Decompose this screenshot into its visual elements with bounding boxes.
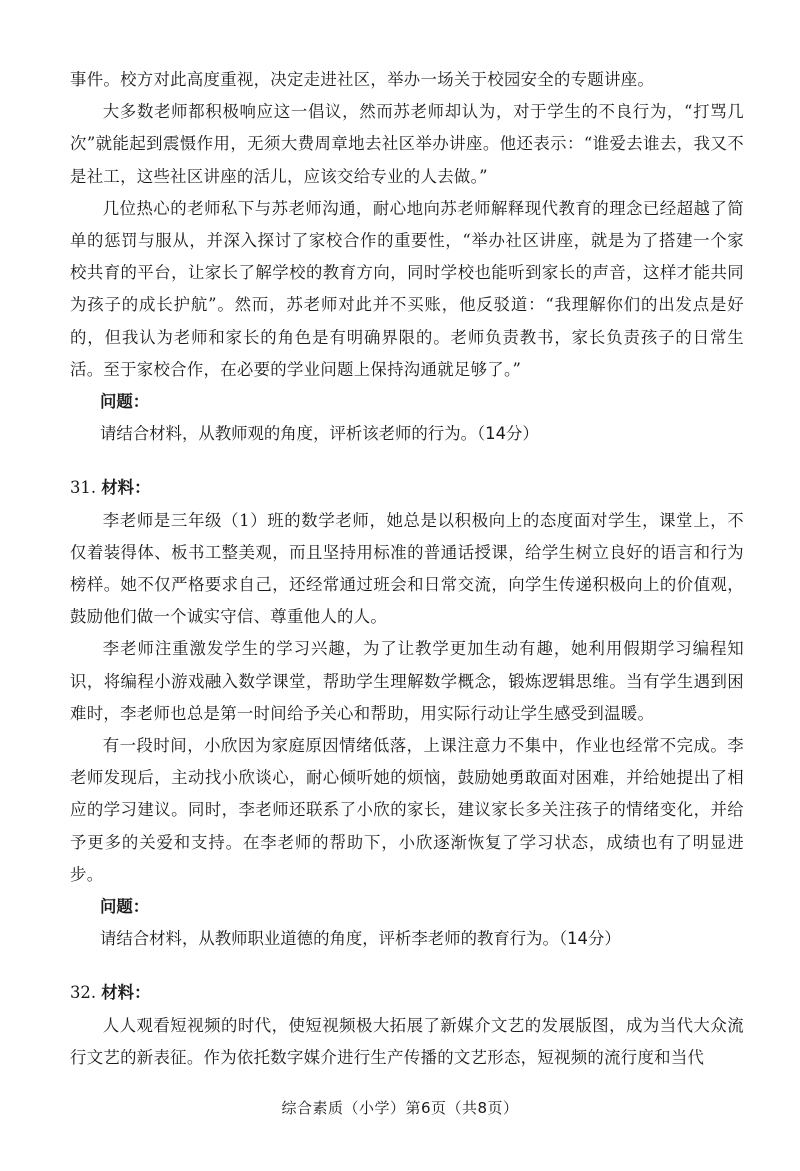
q32-title xyxy=(70,977,744,1009)
q31-paragraph-3: 有一段时间，小欣因为家庭原因情绪低落，上课注意力不集中，作业也经常不完成。李老师发现后，主动找小欣谈心，耐心倾听她的烦恼，鼓励她勇敢面对困难，并给她提出了相应的学习建议。同时，李老师还联系了小欣的家长，建议家长多关注孩子的情绪变化，并给予更多的关爱和支持。在李老师的帮助下，小欣逐渐恢复了学习状态，成绩也有了明显进步。 xyxy=(70,736,744,884)
page-footer: 综合素质（小学）第6页（共8页） xyxy=(281,1099,519,1117)
q30-continued xyxy=(70,64,744,450)
q30-paragraph-1: 事件。校方对此高度重视，决定走进社区，举办一场关于校园安全的专题讲座。 xyxy=(70,70,655,89)
spacer xyxy=(70,955,744,977)
q32-number: 32. xyxy=(70,983,97,1003)
q32-paragraph-1: 人人观看短视频的时代，使短视频极大拓展了新媒介文艺的发展版图，成为当代大众流行文艺的新表征。作为依托数字媒介进行生产传播的文艺形态，短视频的流行度和当代 xyxy=(70,1015,744,1067)
q30-question-label: 问题： xyxy=(100,392,150,412)
q32-material-label: 材料： xyxy=(101,983,151,1003)
q31-paragraph-1: 李老师是三年级（1）班的数学老师，她总是以积极向上的态度面对学生，课堂上，不仅着装得体、板书工整美观，而且坚持用标准的普通话授课，给学生树立良好的语言和行为榜样。她不仅严格要求自己，还经常通过班会和日常交流，向学生传递积极向上的价值观，鼓励他们做一个诚实守信、尊重他人的人。 xyxy=(70,510,744,627)
q31-question-label: 问题： xyxy=(100,897,150,917)
q30-paragraph-2: 大多数老师都积极响应这一倡议，然而苏老师却认为，对于学生的不良行为，“打骂几次”就能起到震慑作用，无须大费周章地去社区举办讲座。他还表示：“谁爱去谁去，我又不是社工，这些社区讲座的活儿，应该交给专业的人去做。” xyxy=(70,102,744,186)
q31-number: 31. xyxy=(70,478,97,498)
q32-section xyxy=(70,977,744,1074)
q30-question-text: 请结合材料，从教师观的角度，评析该老师的行为。（14分） xyxy=(100,424,539,444)
q31-material-label: 材料： xyxy=(101,478,151,498)
spacer xyxy=(70,450,744,472)
q30-paragraph-3: 几位热心的老师私下与苏老师沟通，耐心地向苏老师解释现代教育的理念已经超越了简单的惩罚与服从，并深入探讨了家校合作的重要性，“举办社区讲座，就是为了搭建一个家校共育的平台，让家长了解学校的教育方向，同时学校也能听到家长的声音，这样才能共同为孩子的成长护航”。然而，苏老师对此并不买账，他反驳道：“我理解你们的出发点是好的，但我认为老师和家长的角色是有明确界限的。老师负责教书，家长负责孩子的日常生活。至于家校合作，在必要的学业问题上保持沟通就足够了。” xyxy=(70,198,744,379)
q31-question-text: 请结合材料，从教师职业道德的角度，评析李老师的教育行为。（14分） xyxy=(100,929,621,949)
q31-section xyxy=(70,472,744,955)
q31-title xyxy=(70,472,744,504)
q31-paragraph-2: 李老师注重激发学生的学习兴趣，为了让教学更加生动有趣，她利用假期学习编程知识，将编程小游戏融入数学课堂，帮助学生理解数学概念，锻炼逻辑思维。当有学生遇到困难时，李老师也总是第一时间给予关心和帮助，用实际行动让学生感受到温暖。 xyxy=(70,639,744,723)
